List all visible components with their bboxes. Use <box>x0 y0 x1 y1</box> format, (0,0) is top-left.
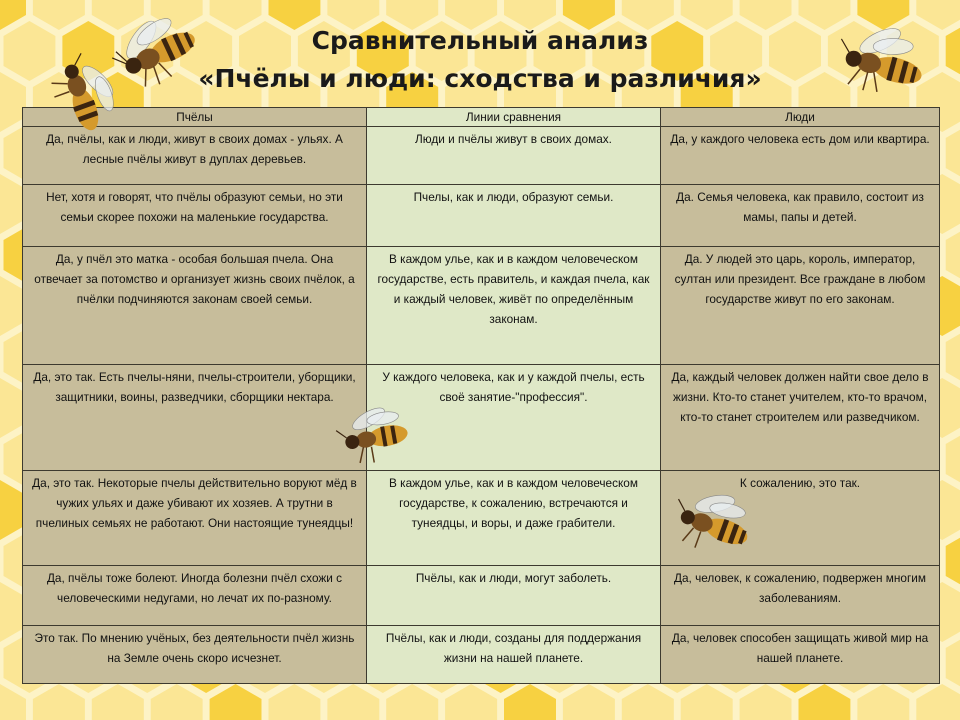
honeycomb-cell <box>504 684 556 720</box>
page-title: Сравнительный анализ <box>311 26 649 55</box>
cell-people: Да, у каждого человека есть дом или квартира. <box>661 127 940 185</box>
comparison-table <box>22 107 940 684</box>
cell-bees: Это так. По мнению учёных, без деятельности пчёл жизнь на Земле очень скоро исчезнет. <box>23 626 367 684</box>
cell-people: Да, человек, к сожалению, подвержен многим заболеваниям. <box>661 566 940 626</box>
table-row <box>23 471 940 566</box>
bee-icon <box>826 20 936 110</box>
table-header-row <box>23 108 940 127</box>
table-row <box>23 566 940 626</box>
cell-comparison: В каждом улье, как и в каждом человеческом государстве, к сожалению, встречаются и тунеядцы, и воры, и даже грабители. <box>367 471 661 566</box>
cell-people: Да. У людей это царь, король, император, султан или президент. Все граждане в любом государстве живут по его законам. <box>661 247 940 365</box>
cell-people: К сожалению, это так. <box>661 471 940 566</box>
cell-bees: Нет, хотя и говорят, что пчёлы образуют семьи, но эти семьи скорее похожи на маленькие государства. <box>23 185 367 247</box>
honeycomb-cell <box>622 684 674 720</box>
bee-icon <box>330 400 420 475</box>
honeycomb-cell <box>445 684 497 720</box>
header-comparison-lines: Линии сравнения <box>367 108 661 127</box>
honeycomb-cell <box>681 684 733 720</box>
honeycomb-cell <box>33 684 85 720</box>
cell-people: Да. Семья человека, как правило, состоит из мамы, папы и детей. <box>661 185 940 247</box>
honeycomb-cell <box>327 684 379 720</box>
cell-comparison: В каждом улье, как и в каждом человеческом государстве, есть правитель, и каждая пчела, как и каждый человек, живёт по определённым законам. <box>367 247 661 365</box>
page-subtitle: «Пчёлы и люди: сходства и различия» <box>198 64 762 93</box>
table-row <box>23 127 940 185</box>
honeycomb-cell <box>740 684 792 720</box>
bee-icon <box>662 484 762 564</box>
honeycomb-cell <box>946 225 960 285</box>
cell-comparison: Пчёлы, как и люди, могут заболеть. <box>367 566 661 626</box>
cell-people: Да, человек способен защищать живой мир на нашей планете. <box>661 626 940 684</box>
table-row <box>23 365 940 471</box>
cell-comparison: Люди и пчёлы живут в своих домах. <box>367 127 661 185</box>
honeycomb-cell <box>210 684 262 720</box>
cell-bees: Да, пчёлы тоже болеют. Иногда болезни пчёл схожи с человеческими недугами, но лечат их по-разному. <box>23 566 367 626</box>
table-row <box>23 626 940 684</box>
honeycomb-cell <box>563 684 615 720</box>
honeycomb-cell <box>92 684 144 720</box>
table-row <box>23 247 940 365</box>
header-bees: Пчёлы <box>23 108 367 127</box>
honeycomb-cell <box>946 531 960 591</box>
honeycomb-cell <box>946 633 960 693</box>
cell-comparison: Пчёлы, как и люди, созданы для поддержания жизни на нашей планете. <box>367 626 661 684</box>
honeycomb-cell <box>151 684 203 720</box>
cell-bees: Да, у пчёл это матка - особая большая пчела. Она отвечает за потомство и организует жизнь своих пчёлок, а пчёлки подчиняются законам своей семьи. <box>23 247 367 365</box>
header-people: Люди <box>661 108 940 127</box>
cell-bees: Да, это так. Некоторые пчелы действительно воруют мёд в чужих ульях и даже убивают их хозяев. А трутни в пчелиных семьях не работают. Они настоящие тунеядцы! <box>23 471 367 566</box>
cell-bees: Да, это так. Есть пчелы-няни, пчелы-строители, уборщики, защитники, воины, разведчики, сборщики нектара. <box>23 365 367 471</box>
honeycomb-cell <box>386 684 438 720</box>
honeycomb-cell <box>946 123 960 183</box>
cell-comparison: Пчелы, как и люди, образуют семьи. <box>367 185 661 247</box>
honeycomb-cell <box>0 684 26 720</box>
honeycomb-cell <box>857 684 909 720</box>
honeycomb-cell <box>946 327 960 387</box>
cell-bees: Да, пчёлы, как и люди, живут в своих домах - ульях. А лесные пчёлы живут в дуплах деревьев. <box>23 127 367 185</box>
honeycomb-cell <box>946 429 960 489</box>
table-row <box>23 185 940 247</box>
cell-comparison: У каждого человека, как и у каждой пчелы, есть своё занятие-"профессия". <box>367 365 661 471</box>
honeycomb-cell <box>799 684 851 720</box>
cell-people: Да, каждый человек должен найти свое дело в жизни. Кто-то станет учителем, кто-то врачом, кто-то станет строителем или разведчиком. <box>661 365 940 471</box>
honeycomb-cell <box>916 684 960 720</box>
bee-icon <box>36 52 126 142</box>
honeycomb-cell <box>269 684 321 720</box>
